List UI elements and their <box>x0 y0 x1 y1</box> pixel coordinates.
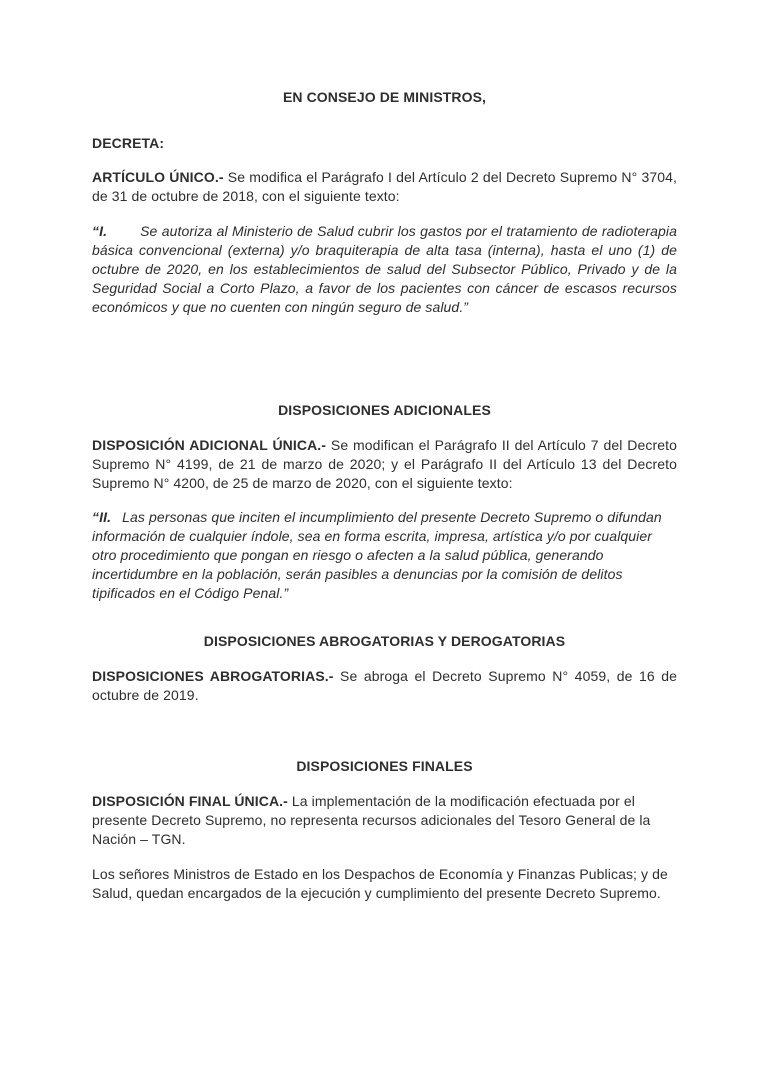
articulo-unico-label: ARTÍCULO ÚNICO.- <box>92 169 224 185</box>
paragraph-disposicion-adicional-unica <box>92 436 677 493</box>
section-heading-disposiciones-finales: DISPOSICIONES FINALES <box>296 758 473 774</box>
quote-1-numeral: “I. <box>92 223 108 239</box>
paragraph-disposicion-final-unica <box>92 792 677 849</box>
disposicion-final-unica-label: DISPOSICIÓN FINAL ÚNICA.- <box>92 793 288 809</box>
paragraph-disposiciones-abrogatorias <box>92 667 677 705</box>
section-heading-disposiciones-abrogatorias-y-derogatorias: DISPOSICIONES ABROGATORIAS Y DEROGATORIAS <box>203 633 566 649</box>
paragraph-closing-ministros: Los señores Ministros de Estado en los Despachos de Economía y Finanzas Publicas; y de Salud, quedan encargados de la ejecución y cumplimiento del presente Decreto Supremo. <box>92 866 668 901</box>
quote-1-text: Se autoriza al Ministerio de Salud cubrir los gastos por el tratamiento de radioterapia básica convencional (externa) y/o braquiterapia de alta tasa (interna), hasta el uno (1) de octubre de 2020, en los establecimientos de salud del Subsector Público, Privado y de la Seguridad Social a Corto Plazo, a favor de los pacientes con cáncer de escasos recursos económicos y que no cuenten con ningún seguro de salud.” <box>92 223 677 315</box>
disposicion-adicional-unica-text: Se modifican el Parágrafo II del Artículo 7 del Decreto Supremo N° 4199, de 21 de marzo de 2020; y el Parágrafo II del Artículo 13 del Decreto Supremo N° 4200, de 25 de marzo de 2020, con el siguiente texto: <box>92 437 678 491</box>
articulo-unico-text: Se modifica el Parágrafo I del Artículo 2 del Decreto Supremo N° 3704, de 31 de octubre de 2018, con el siguiente texto: <box>92 169 677 204</box>
quote-2-text: Las personas que inciten el incumplimiento del presente Decreto Supremo o difundan información de cualquier índole, sea en forma escrita, impresa, artística y/o por cualquier otro procedimiento que pongan en riesgo o afecten a la salud pública, generando incertidumbre en la población, serán pasibles a denuncias por la comisión de delitos tipificados en el Código Penal.” <box>92 509 662 601</box>
heading-decreta: DECRETA: <box>92 135 165 151</box>
quoted-paragraph-1 <box>92 222 677 317</box>
disposicion-final-unica-text: La implementación de la modificación efectuada por el presente Decreto Supremo, no representa recursos adicionales del Tesoro General de la Nación – TGN. <box>92 793 651 847</box>
section-heading-disposiciones-adicionales: DISPOSICIONES ADICIONALES <box>278 402 491 418</box>
decree-text-body <box>92 88 677 903</box>
disposiciones-abrogatorias-text: Se abroga el Decreto Supremo N° 4059, de 16 de octubre de 2019. <box>92 668 677 703</box>
paragraph-articulo-unico <box>92 168 677 206</box>
disposiciones-abrogatorias-label: DISPOSICIONES ABROGATORIAS.- <box>92 668 334 684</box>
quoted-paragraph-2 <box>92 508 677 603</box>
heading-en-consejo-de-ministros: EN CONSEJO DE MINISTROS, <box>282 89 487 105</box>
disposicion-adicional-unica-label: DISPOSICIÓN ADICIONAL ÚNICA.- <box>92 437 327 453</box>
quote-2-numeral: “II. <box>92 509 112 525</box>
